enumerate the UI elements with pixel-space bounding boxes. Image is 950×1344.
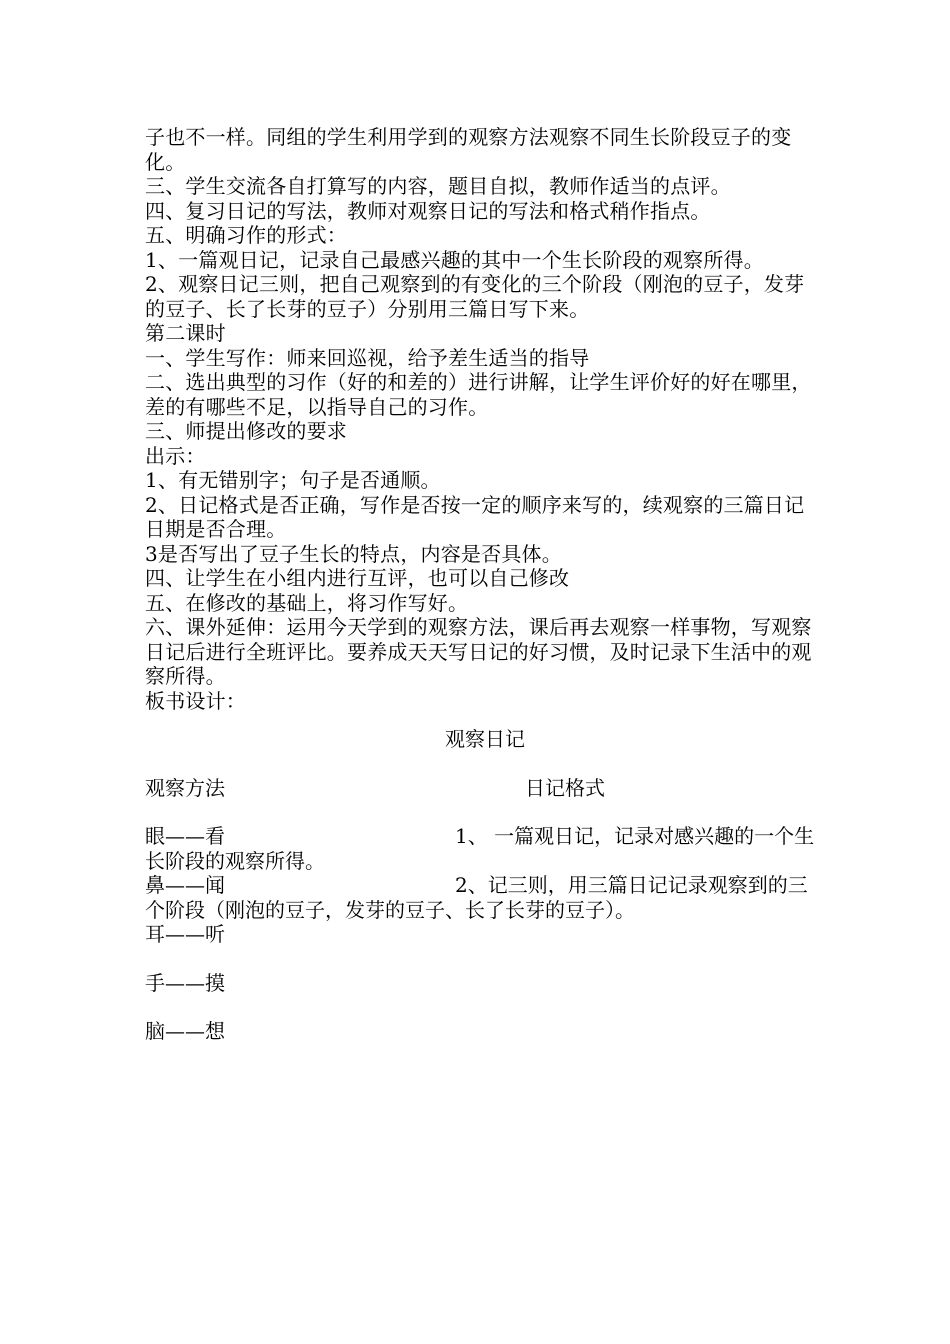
sense-nose: 鼻——闻 [145, 873, 225, 897]
paragraph: 2、观察日记三则，把自己观察到的有变化的三个阶段（刚泡的豆子，发芽的豆子、长了长芽的豆子）分别用三篇日写下来。 [145, 272, 805, 321]
paragraph: 五、在修改的基础上，将习作写好。 [145, 590, 469, 615]
board-title: 观察日记 [445, 727, 525, 751]
paragraph: 一、学生写作：师来回巡视，给予差生适当的指导 [145, 345, 590, 370]
paragraph: 二、选出典型的习作（好的和差的）进行讲解，让学生评价好的好在哪里，差的有哪些不足，以指导自己的习作。 [145, 370, 812, 419]
board-row [145, 971, 815, 996]
paragraph: 四、复习日记的写法，教师对观察日记的写法和格式稍作指点。 [145, 198, 711, 223]
paragraph: 三、师提出修改的要求 [145, 419, 347, 443]
diary-format-heading: 日记格式 [525, 775, 605, 800]
board-headings [145, 776, 815, 801]
paragraph: 六、课外延伸：运用今天学到的观察方法，课后再去观察一样事物，写观察日记后进行全班评比。要养成天天写日记的好习惯，及时记录下生活中的观察所得。 [145, 615, 812, 688]
paragraph: 三、学生交流各自打算写的内容，题目自拟，教师作适当的点评。 [145, 174, 731, 198]
document-page [145, 125, 815, 1044]
paragraph: 五、明确习作的形式： [145, 223, 347, 247]
paragraph: 四、让学生在小组内进行互评，也可以自己修改 [145, 566, 570, 590]
paragraph: 子也不一样。同组的学生利用学到的观察方法观察不同生长阶段豆子的变化。 [145, 125, 792, 174]
section-heading: 第二课时 [145, 321, 226, 345]
board-row [145, 1019, 815, 1044]
observation-methods-heading: 观察方法 [145, 775, 225, 800]
sense-ear: 耳——听 [145, 922, 225, 946]
paragraph: 出示： [145, 443, 206, 468]
sense-eye: 眼——看 [145, 824, 225, 848]
paragraph: 2、日记格式是否正确，写作是否按一定的顺序来写的，续观察的三篇日记日期是否合理。 [145, 492, 805, 541]
format-note: 2、记三则，用三篇日记记录观察到的三个阶段（刚泡的豆子，发芽的豆子、长了长芽的豆子）。 [145, 873, 808, 922]
paragraph: 3是否写出了豆子生长的特点，内容是否具体。 [145, 541, 562, 566]
sense-brain: 脑——想 [145, 1019, 225, 1043]
board-row [145, 824, 815, 873]
format-note: 1、 一篇观日记，记录对感兴趣的一个生长阶段的观察所得。 [145, 824, 815, 873]
sense-hand: 手——摸 [145, 970, 225, 995]
board-row [145, 922, 815, 947]
paragraph: 1、有无错别字；句子是否通顺。 [145, 468, 441, 492]
paragraph: 1、一篇观日记，记录自己最感兴趣的其中一个生长阶段的观察所得。 [145, 247, 764, 272]
board-design-label: 板书设计： [145, 688, 246, 713]
board-row [145, 873, 815, 922]
